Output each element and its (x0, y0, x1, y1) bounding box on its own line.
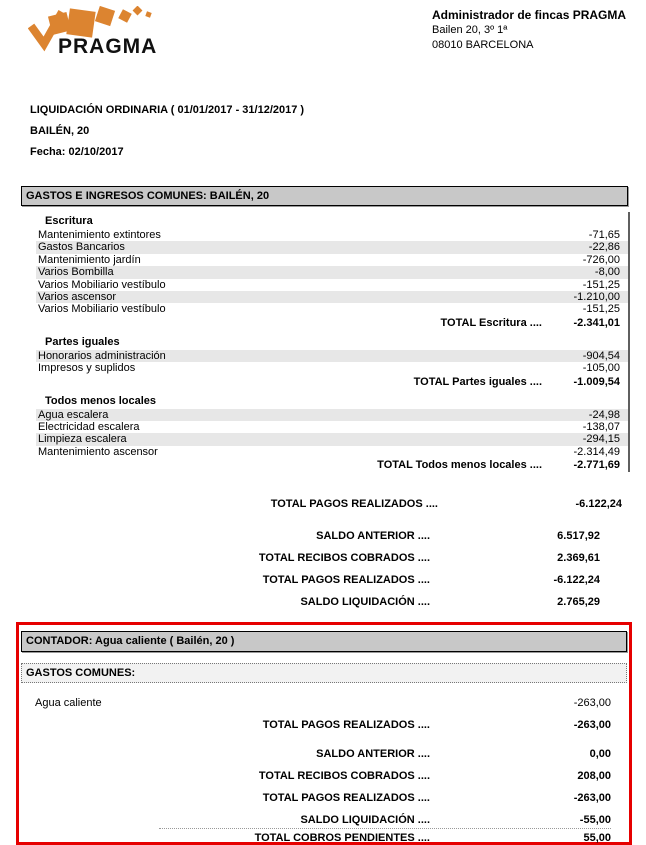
summary-value: 6.517,92 (557, 530, 600, 542)
table-row (36, 266, 628, 278)
table-row (36, 254, 628, 266)
grand-total-value: -6.122,24 (575, 498, 622, 510)
summary-label: SALDO ANTERIOR .... (316, 530, 430, 542)
company-address-line2: 08010 BARCELONA (432, 39, 534, 51)
group-title: Partes iguales (45, 335, 120, 348)
expenses-table (36, 212, 630, 472)
group-title: Todos menos locales (45, 394, 157, 407)
group-total-label: TOTAL Todos menos locales .... (377, 459, 542, 472)
summary-value: -6.122,24 (553, 574, 600, 586)
company-address-line1: Bailen 20, 3º 1ª (432, 24, 508, 36)
cobros-pendientes-row (159, 828, 611, 844)
summary-value: 2.369,61 (557, 552, 600, 564)
summary-label: SALDO LIQUIDACIÓN .... (300, 814, 430, 826)
summary-label: TOTAL PAGOS REALIZADOS .... (262, 574, 430, 586)
group-total-value: -1.009,54 (573, 375, 620, 388)
item-value: -151,25 (582, 303, 620, 316)
summary-value: 2.765,29 (557, 596, 600, 608)
item-value: -22,86 (588, 241, 620, 254)
summary-value: -263,00 (573, 792, 611, 804)
group-total-label: TOTAL Escritura .... (440, 316, 542, 329)
item-value: -294,15 (582, 433, 620, 446)
table-row (36, 421, 628, 433)
table-row (36, 229, 628, 241)
group-total-row (36, 458, 628, 472)
table-row (36, 446, 628, 458)
subsection-gastos-comunes: GASTOS COMUNES: (21, 663, 627, 683)
table-row (36, 291, 628, 303)
report-property: BAILÉN, 20 (30, 125, 90, 137)
company-block (432, 8, 626, 53)
summary-label: TOTAL RECIBOS COBRADOS .... (258, 770, 430, 782)
item-value: -726,00 (582, 253, 620, 266)
item-label: Agua escalera (38, 408, 109, 421)
summary-label: TOTAL RECIBOS COBRADOS .... (258, 552, 430, 564)
summary-row-recibos-cobrados (19, 770, 611, 782)
item-value: -138,07 (582, 420, 620, 433)
item-value: -2.314,49 (573, 445, 620, 458)
pragma-logo-icon (28, 6, 168, 58)
report-title: LIQUIDACIÓN ORDINARIA ( 01/01/2017 - 31/12/2017 ) (30, 104, 305, 116)
summary-value: 0,00 (589, 748, 611, 760)
report-date: Fecha: 02/10/2017 (30, 146, 124, 158)
item-label: Honorarios administración (38, 349, 166, 362)
section-header-contador: CONTADOR: Agua caliente ( Bailén, 20 ) (21, 631, 627, 652)
summary-row-saldo-liquidacion (19, 814, 611, 826)
group-total-value: -2.771,69 (573, 459, 620, 472)
item-label: Varios Mobiliario vestíbulo (38, 278, 166, 291)
summary-row-recibos-cobrados (0, 552, 600, 564)
item-label: Limpieza escalera (38, 433, 127, 446)
item-value: -151,25 (582, 278, 620, 291)
contador-total-row (19, 719, 611, 731)
group-total-label: TOTAL Partes iguales .... (413, 375, 542, 388)
company-name: Administrador de fincas PRAGMA (432, 8, 627, 22)
section-header-gastos-comunes: GASTOS E INGRESOS COMUNES: BAILÉN, 20 (21, 186, 628, 206)
summary-value: -55,00 (579, 814, 611, 826)
item-label: Electricidad escalera (38, 420, 140, 433)
group-partes-iguales (36, 335, 628, 389)
table-row (36, 409, 628, 421)
pending-value: 55,00 (583, 832, 611, 844)
summary-row-saldo-liquidacion (0, 596, 600, 608)
item-value: -24,98 (588, 408, 620, 421)
item-value: -71,65 (588, 229, 620, 241)
item-label: Varios ascensor (38, 290, 117, 303)
item-label: Gastos Bancarios (38, 241, 125, 254)
summary-row-saldo-anterior (19, 748, 611, 760)
table-row (35, 697, 611, 709)
table-row (36, 241, 628, 253)
summary-row-saldo-anterior (0, 530, 600, 542)
table-row (36, 350, 628, 362)
contador-highlight-box (16, 622, 632, 845)
grand-total-label: TOTAL PAGOS REALIZADOS .... (270, 498, 438, 510)
item-value: -263,00 (573, 697, 611, 709)
item-label: Mantenimiento jardín (38, 253, 141, 266)
table-row (36, 362, 628, 374)
item-label: Mantenimiento extintores (38, 229, 161, 241)
group-total-value: -2.341,01 (573, 316, 620, 329)
table-row (36, 279, 628, 291)
summary-row-pagos-realizados (0, 574, 600, 586)
summary-label: SALDO ANTERIOR .... (316, 748, 430, 760)
logo-wordmark: PRAGMA (58, 35, 158, 58)
title-block (30, 104, 304, 167)
item-value: -904,54 (582, 349, 620, 362)
total-label: TOTAL PAGOS REALIZADOS .... (262, 719, 430, 731)
pragma-logo (28, 6, 168, 61)
summary-row-pagos-realizados (19, 792, 611, 804)
group-total-row (36, 375, 628, 389)
total-value: -263,00 (573, 719, 611, 731)
item-value: -1.210,00 (573, 290, 620, 303)
item-label: Varios Mobiliario vestíbulo (38, 303, 166, 316)
table-row (36, 303, 628, 315)
item-label: Mantenimiento ascensor (38, 445, 158, 458)
item-value: -105,00 (582, 362, 620, 375)
summary-label: SALDO LIQUIDACIÓN .... (300, 596, 430, 608)
group-escritura (36, 214, 628, 330)
pending-label: TOTAL COBROS PENDIENTES .... (254, 832, 430, 844)
grand-total-row (0, 498, 622, 510)
item-value: -8,00 (594, 266, 620, 279)
item-label: Impresos y suplidos (38, 362, 136, 375)
group-todos-menos-locales (36, 394, 628, 473)
table-row (36, 433, 628, 445)
item-label: Agua caliente (35, 697, 102, 709)
group-total-row (36, 316, 628, 330)
summary-label: TOTAL PAGOS REALIZADOS .... (262, 792, 430, 804)
summary-value: 208,00 (577, 770, 611, 782)
item-label: Varios Bombilla (38, 266, 114, 279)
group-title: Escritura (45, 215, 93, 227)
